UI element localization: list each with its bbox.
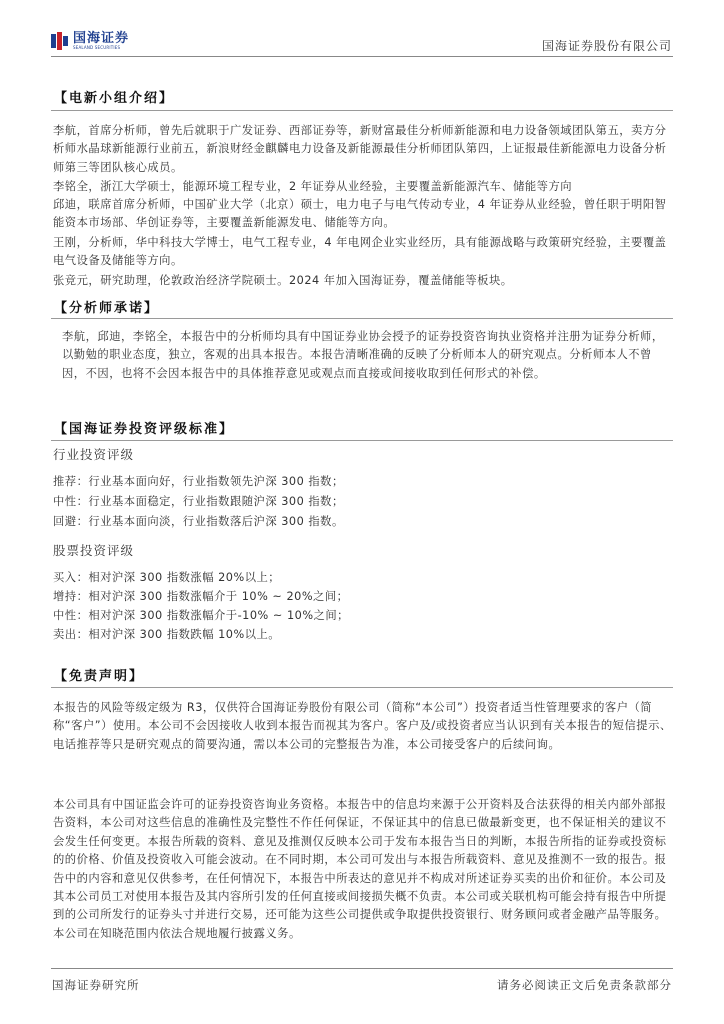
promise-text: 李航，邱迪，李铭全，本报告中的分析师均具有中国证券业协会授予的证券投资咨询执业资格并注册为证券分析师，以勤勉的职业态度，独立，客观的出具本报告。本报告清晰准确的反映了分析师本人的研究观点。分析师本人不曾因，不因，也将不会因本报告中的具体推荐意见或观点而直接或间接收取到任何形式的补偿。 [62, 330, 664, 380]
industry-rating-avoid: 回避：行业基本面向淡，行业指数落后沪深 300 指数。 [53, 515, 344, 528]
rating-section-title: 【国海证券投资评级标准】 [54, 422, 235, 437]
footer-institute: 国海证券研究所 [52, 978, 140, 992]
company-logo [51, 30, 129, 52]
disclaimer-section-divider [51, 687, 673, 688]
team-member-zhang-jingyuan: 张竞元，研究助理，伦敦政治经济学院硕士。2024 年加入国海证券，覆盖储能等板块。 [53, 274, 513, 287]
disclaimer-paragraph-2: 本公司具有中国证监会许可的证券投资咨询业务资格。本报告中的信息均来源于公开资料及合法获得的相关内部外部报告资料，本公司对这些信息的准确性及完整性不作任何保证，不保证其中的信息已做最新变更，也不保证相关的建议不会发生任何变更。本报告所载的资料、意见及推测仅反映本公司于发布本报告当日的判断，本报告所指的证券或投资标的的价格、价值及投资收入可能会波动。在不同时期，本公司可发出与本报告所载资料、意见及推测不一致的报告。报告中的内容和意见仅供参考，在任何情况下，本报告中所表达的意见并不构成对所述证券买卖的出价和征价。本公司及其本公司员工对使用本报告及其内容所引发的任何直接或间接损失概不负责。本公司或关联机构可能会持有报告中所提到的公司所发行的证券头寸并进行交易，还可能为这些公司提供或争取提供投资银行、财务顾问或者金融产品等服务。本公司在知晓范围内依法合规地履行披露义务。 [53, 798, 667, 940]
header-divider [51, 56, 673, 57]
header-company-name: 国海证券股份有限公司 [541, 39, 672, 53]
stock-rating-buy: 买入：相对沪深 300 指数涨幅 20%以上； [53, 571, 281, 584]
stock-rating-neutral: 中性：相对沪深 300 指数涨幅介于-10% ~ 10%之间； [53, 609, 349, 622]
industry-rating-recommend: 推荐：行业基本面向好，行业指数领先沪深 300 指数； [53, 475, 344, 488]
team-member-wang-gang: 王刚，分析师，华中科技大学博士，电气工程专业，4 年电网企业实业经历，具有能源战略与政策研究经验，主要覆盖电气设备及储能等方向。 [53, 236, 667, 268]
team-member-li-hang: 李航，首席分析师，曾先后就职于广发证券、西部证券等，新财富最佳分析师新能源和电力设备领域团队第五，卖方分析师水晶球新能源行业前五，新浪财经金麒麟电力设备及新能源最佳分析师团队第四，上证报最佳新能源电力设备分析师第三等团队核心成员。 [53, 124, 667, 174]
disclaimer-section-title: 【免责声明】 [54, 669, 145, 684]
industry-rating-neutral: 中性：行业基本面稳定，行业指数跟随沪深 300 指数； [53, 495, 344, 508]
team-section-divider [51, 110, 673, 111]
industry-rating-heading: 行业投资评级 [53, 447, 135, 462]
stock-rating-heading: 股票投资评级 [53, 543, 135, 558]
promise-section-title: 【分析师承诺】 [54, 301, 160, 316]
promise-section-divider [51, 318, 673, 319]
footer-divider [51, 968, 673, 969]
team-member-qiu-di: 邱迪，联席首席分析师，中国矿业大学（北京）硕士，电力电子与电气传动专业，4 年证券从业经验，曾任职于明阳智能资本市场部、华创证券等，主要覆盖新能源发电、储能等方向。 [53, 198, 667, 230]
logo-name: 国海证券 [73, 31, 130, 46]
stock-rating-overweight: 增持：相对沪深 300 指数涨幅介于 10% ~ 20%之间； [53, 590, 349, 603]
stock-rating-sell: 卖出：相对沪深 300 指数跌幅 10%以上。 [53, 628, 281, 641]
disclaimer-paragraph-1: 本报告的风险等级定级为 R3，仅供符合国海证券股份有限公司（简称“本公司”）投资者适当性管理要求的客户（简称“客户”）使用。本公司不会因接收人收到本报告而视其为客户。客户及/或投资者应当认识到有关本报告的短信提示、电话推荐等只是研究观点的简要沟通，需以本公司的完整报告为准，本公司接受客户的后续问询。 [53, 701, 672, 751]
logo-english-name: SEALAND SECURITIES [73, 45, 121, 50]
logo-mark-icon [51, 32, 69, 50]
team-member-li-mingquan: 李铭全，浙江大学硕士，能源环境工程专业，2 年证券从业经验，主要覆盖新能源汽车、储能等方向 [53, 180, 573, 193]
rating-section-divider [51, 440, 673, 441]
footer-notice: 请务必阅读正文后免责条款部分 [497, 978, 672, 992]
team-section-title: 【电新小组介绍】 [54, 91, 175, 106]
page-header [0, 0, 724, 62]
